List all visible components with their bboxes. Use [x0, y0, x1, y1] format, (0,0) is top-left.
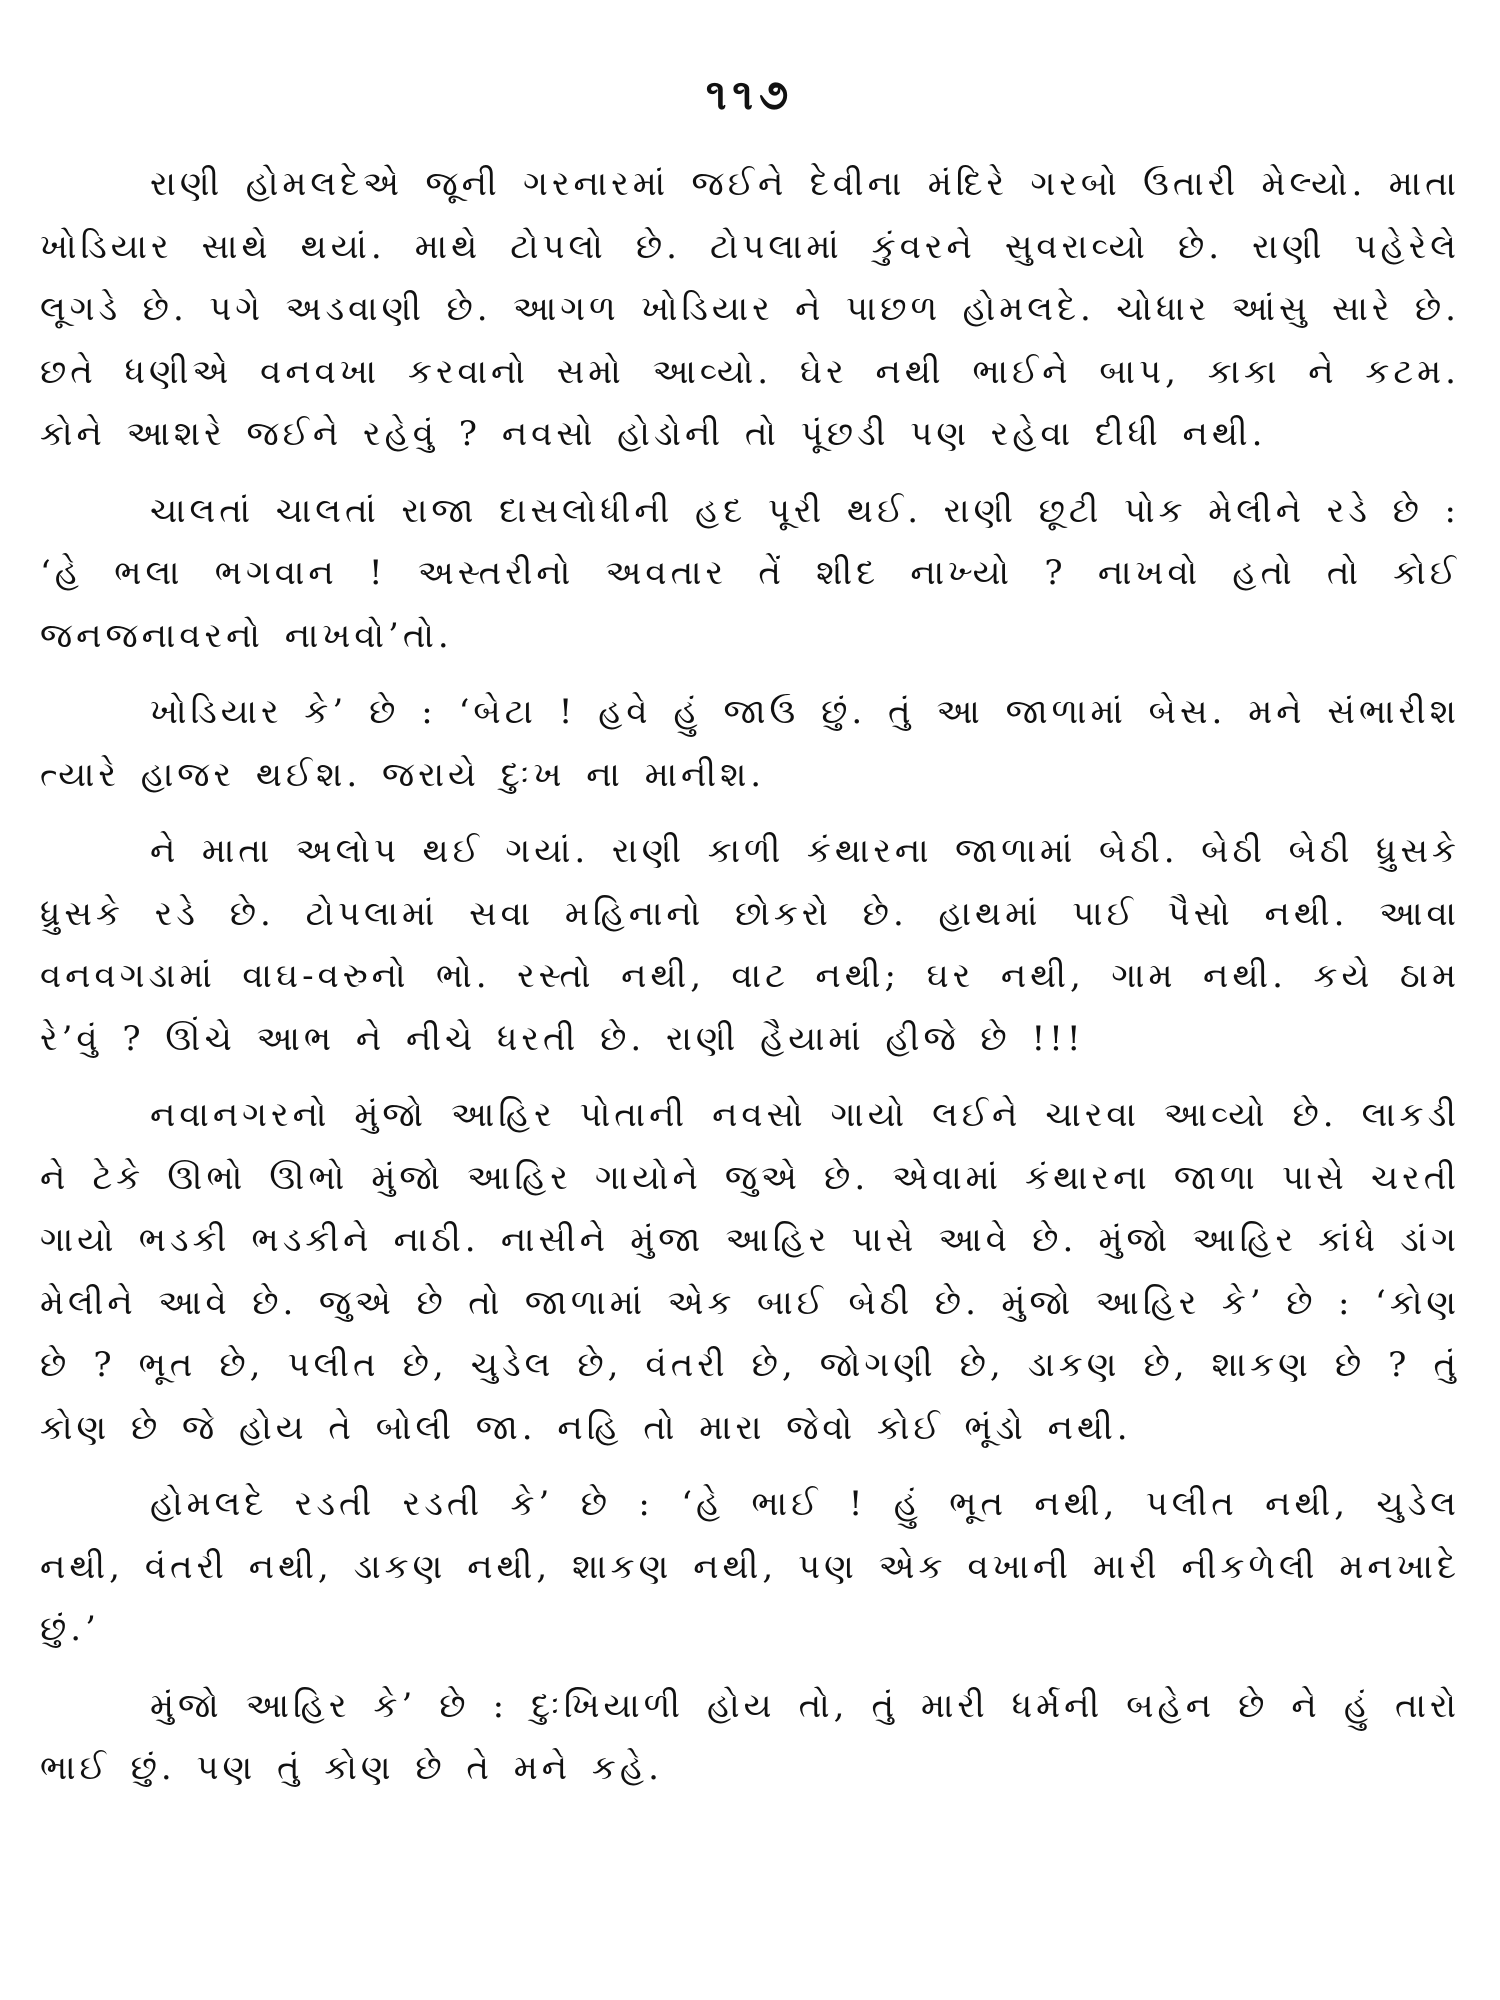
paragraph-6: હોમલદે રડતી રડતી કે’ છે : ‘હે ભાઈ ! હું ભૂત નથી, પલીત નથી, ચુડેલ નથી, વંતરી નથી, ડાકણ નથી, શાકણ નથી, પણ એક વખાની મારી નીકળેલી મનખાદે છું.’ [40, 1484, 1460, 1649]
page-number: ૧૧૭ [705, 70, 795, 119]
paragraph-2: ચાલતાં ચાલતાં રાજા દાસલોધીની હદ પૂરી થઈ. રાણી છૂટી પોક મેલીને રડે છે : ‘હે ભલા ભગવાન ! અસ્તરીનો અવતાર તેં શીદ નાખ્યો ? નાખવો હતો તો કોઈ જનજનાવરનો નાખવો’તો. [40, 490, 1460, 656]
paragraph-1: રાણી હોમલદેએ જૂની ગરનારમાં જઈને દેવીના મંદિરે ગરબો ઉતારી મેલ્યો. માતા ખોડિયાર સાથે થયાં. માથે ટોપલો છે. ટોપલામાં કુંવરને સુવરાવ્યો છે. રાણી પહેરેલે લૂગડે છે. પગે અડવાણી છે. આગળ ખોડિયાર ને પાછળ હોમલદે. ચોધાર આંસુ સારે છે. છતે ધણીએ વનવખા કરવાનો સમો આવ્યો. ઘેર નથી ભાઈને બાપ, કાકા ને કટમ. કોને આશરે જઈને રહેવું ? નવસો હોડોની તો પૂંછડી પણ રહેવા દીધી નથી. [40, 164, 1460, 454]
paragraph-3: ખોડિયાર કે’ છે : ‘બેટા ! હવે હું જાઉ છું. તું આ જાળામાં બેસ. મને સંભારીશ ત્યારે હાજર થઈશ. જરાયે દુઃખ ના માનીશ. [40, 692, 1460, 795]
paragraph-5: નવાનગરનો મુંજો આહિર પોતાની નવસો ગાયો લઈને ચારવા આવ્યો છે. લાકડી ને ટેકે ઊભો ઊભો મુંજો આહિર ગાયોને જુએ છે. એવામાં કંથારના જાળા પાસે ચરતી ગાયો ભડકી ભડકીને નાઠી. નાસીને મુંજા આહિર પાસે આવે છે. મુંજો આહિર કાંધે ડાંગ મેલીને આવે છે. જુએ છે તો જાળામાં એક બાઈ બેઠી છે. મુંજો આહિર કે’ છે : ‘કોણ છે ? ભૂત છે, પલીત છે, ચુડેલ છે, વંતરી છે, જોગણી છે, ડાકણ છે, શાકણ છે ? તું કોણ છે જે હોય તે બોલી જા. નહિ તો મારા જેવો કોઈ ભૂંડો નથી. [40, 1095, 1460, 1448]
paragraph-4: ને માતા અલોપ થઈ ગયાં. રાણી કાળી કંથારના જાળામાં બેઠી. બેઠી બેઠી ધ્રુસકે ધ્રુસકે રડે છે. ટોપલામાં સવા મહિનાનો છોકરો છે. હાથમાં પાઈ પૈસો નથી. આવા વનવગડામાં વાઘ-વરુનો ભો. રસ્તો નથી, વાટ નથી; ઘર નથી, ગામ નથી. કયે ઠામ રે’વું ? ઊંચે આભ ને નીચે ધરતી છે. રાણી હૈયામાં હીજે છે !!! [40, 831, 1460, 1059]
paragraph-7: મુંજો આહિર કે’ છે : દુઃખિયાળી હોય તો, તું મારી ધર્મની બહેન છે ને હું તારો ભાઈ છું. પણ તું કોણ છે તે મને કહે. [40, 1685, 1460, 1788]
book-page [40, 55, 1460, 1955]
